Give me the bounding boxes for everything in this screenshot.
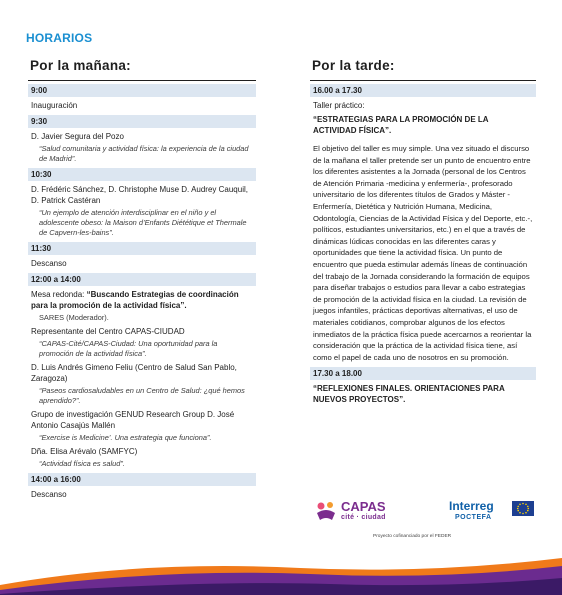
- closing-title: “REFLEXIONES FINALES. ORIENTACIONES PARA NUEVOS PROYECTOS”.: [313, 384, 505, 405]
- capas-subtitle: cité · ciudad: [341, 514, 386, 521]
- roundtable-prefix: Mesa redonda:: [31, 290, 87, 299]
- schedule-item: [28, 255, 256, 273]
- talk-title: “Actividad física es salud”.: [39, 459, 125, 468]
- capas-logo: [315, 499, 395, 525]
- funding-note: Proyecto cofinanciado por el FEDER: [373, 534, 452, 539]
- item-text: Descanso: [31, 490, 67, 499]
- workshop-intro: Taller práctico:: [313, 101, 365, 110]
- workshop-description: El objetivo del taller es muy simple. Una vez situado el discurso de la mañana el taller pretende ser un punto de encuentro entre los diferentes asistentes a la Jornada (personal de los Centros de Atención Primaria -medicina y enfermería-, profesorado universitario de los diferentes títulos de Grados y Máster -Enfermería, Dietética y Nutrición Humana, Medicina, Odontología, Ciencias de la Actividad Física y del Deporte, etc.-, políticos, estudiantes universitarios, etc.) en el que a través de dinámicas lúdicas conocidas en las diferentes caras y oportunidades que tiene la actividad física. Un punto de encuentro que pueda estimular además líneas de continuación del trabajo de la Jornada considerando la formación de equipos para diseñar trabajos o estudios para llevar a cabo estrategias de promoción de la actividad física en la ciudad. La revisión de juegos infantiles, prácticas deportivas alternativas, el uso de materiales cotidianos, comprobar algunos de los efectos inmediatos de la práctica física puede acercarnos a reorientar la consideración que la práctica de la actividad física tiene, así como el papel de cada uno de nosotros en su promoción.: [313, 144, 533, 362]
- afternoon-column: [310, 58, 536, 409]
- time-slot: 17.30 a 18.00: [310, 367, 536, 380]
- afternoon-title-rule: [310, 80, 536, 81]
- afternoon-title: Por la tarde:: [312, 58, 395, 73]
- schedule-item: [28, 128, 256, 168]
- capas-icon: [315, 501, 337, 521]
- roundtable-item: [28, 286, 256, 473]
- speaker-name: D. Luis Andrés Gimeno Feliu (Centro de Salud San Pablo, Zaragoza): [31, 363, 237, 383]
- talk-title: “CAPAS-Cité/CAPAS-Ciudad: Una oportunidad para la promoción de la actividad física”.: [39, 339, 218, 358]
- closing-item: [310, 380, 536, 409]
- page-header: HORARIOS: [26, 31, 93, 45]
- moderator: SARES (Moderador).: [39, 313, 109, 322]
- talk-title: “Exercise is Medicine’. Una estrategia que funciona”.: [39, 433, 212, 442]
- workshop-item: [310, 97, 536, 140]
- workshop-title: “ESTRATEGIAS PARA LA PROMOCIÓN DE LA ACTIVIDAD FÍSICA”.: [313, 115, 489, 135]
- time-slot: 16.00 a 17.30: [310, 84, 536, 97]
- interreg-logo: [449, 499, 539, 525]
- time-slot: 10:30: [28, 168, 256, 181]
- capas-name: CAPAS: [341, 499, 386, 514]
- schedule-item: [28, 181, 256, 242]
- interreg-name: Interreg: [449, 499, 494, 513]
- time-slot: 12:00 a 14:00: [28, 273, 256, 286]
- morning-title: Por la mañana:: [30, 58, 131, 73]
- interreg-subtitle: POCTEFA: [455, 514, 492, 521]
- decorative-bottom-band: [0, 550, 562, 595]
- schedule-item: [28, 97, 256, 115]
- roundtable-title: “Buscando Estrategias de coordinación para la promoción de la actividad física”.: [31, 290, 239, 310]
- speaker-name: Grupo de investigación GENUD Research Group D. José Antonio Casajús Mallén: [31, 410, 235, 430]
- time-slot: 9:00: [28, 84, 256, 97]
- roundtable-heading: [31, 289, 253, 311]
- speaker-name: Dña. Elisa Arévalo (SAMFYC): [31, 447, 138, 456]
- time-slot: 11:30: [28, 242, 256, 255]
- speaker-name: Representante del Centro CAPAS-CIUDAD: [31, 327, 185, 336]
- talk-title: “Salud comunitaria y actividad física: la experiencia de la ciudad de Madrid”.: [39, 144, 249, 163]
- talk-title: “Un ejemplo de atención interdisciplinar en el niño y el adolescente obeso: la Maison d’Enfants Diététique et Thermale de Capvern-les-bains”.: [39, 208, 247, 237]
- item-text: Inauguración: [31, 101, 78, 110]
- morning-column: [28, 58, 256, 504]
- schedule-item: [28, 486, 256, 504]
- speaker-name: D. Frédéric Sánchez, D. Christophe Muse D. Audrey Cauquil, D. Patrick Castéran: [31, 185, 248, 205]
- eu-flag-icon: [512, 501, 534, 516]
- time-slot: 14:00 a 16:00: [28, 473, 256, 486]
- talk-title: “Paseos cardiosaludables en un Centro de Salud: ¿qué hemos aprendido?”.: [39, 386, 245, 405]
- morning-title-rule: [28, 80, 256, 81]
- time-slot: 9:30: [28, 115, 256, 128]
- speaker-name: D. Javier Segura del Pozo: [31, 132, 124, 141]
- item-text: Descanso: [31, 259, 67, 268]
